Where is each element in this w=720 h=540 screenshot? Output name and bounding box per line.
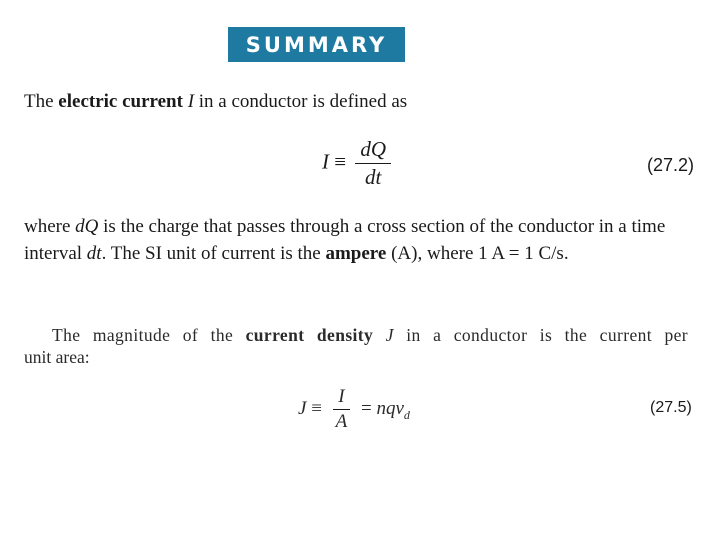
equation-current-density [298, 386, 410, 433]
p2-line1: where dQ is the charge that passes through a cross section of the conductor in a time [24, 216, 666, 237]
current-density-text [24, 324, 688, 368]
symbol-dq: dQ [75, 216, 99, 237]
current-definition-text [24, 88, 407, 115]
eq2-denominator: A [335, 411, 348, 432]
p2-line2: interval dt. The SI unit of current is the ampere (A), where 1 A = 1 C/s. [24, 243, 569, 264]
symbol-i: I [187, 91, 195, 112]
text-rest: in a conductor is defined as [194, 91, 408, 112]
p3-line1: The magnitude of the current density J in a conductor is the current per [52, 325, 689, 345]
eq1-relation: ≡ [334, 149, 347, 174]
charge-explanation-text [24, 213, 665, 267]
equation-current [322, 137, 395, 190]
eq2-rhs-subscript: d [403, 407, 410, 422]
eq2-fraction [331, 386, 353, 433]
eq2-relation: ≡ [311, 397, 322, 419]
symbol-j: J [385, 325, 394, 345]
text-lead: The [24, 91, 59, 112]
term-electric-current: electric current [58, 91, 183, 112]
eq1-numerator: dQ [355, 137, 391, 164]
eq2-numerator: I [333, 386, 349, 410]
summary-banner: SUMMARY [228, 27, 405, 62]
eq1-lhs: I [322, 149, 329, 174]
eq2-rhs: nqv$_d$ [376, 397, 410, 422]
term-current-density: current density [245, 325, 374, 345]
eq1-denominator: dt [365, 165, 382, 189]
eq2-equals: = [361, 397, 372, 419]
p3-line2: unit area: [24, 347, 90, 367]
equation-number-27-5: (27.5) [650, 399, 692, 416]
equation-number-27-2: (27.2) [647, 155, 695, 175]
symbol-dt: dt [86, 243, 102, 264]
eq1-fraction [355, 137, 391, 190]
term-ampere: ampere [325, 243, 387, 264]
eq2-lhs: J [298, 397, 307, 419]
